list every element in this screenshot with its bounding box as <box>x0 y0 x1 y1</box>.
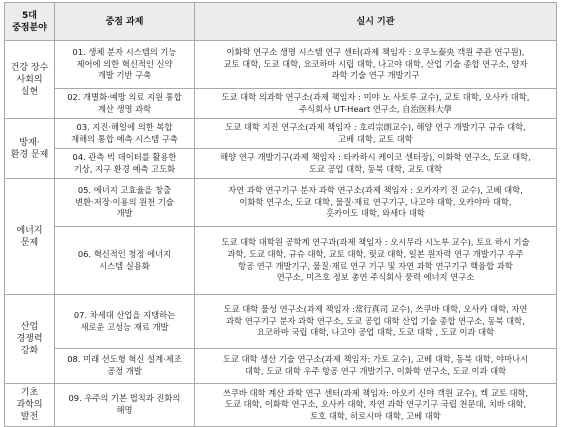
table-row <box>5 41 557 89</box>
task-cell: 09. 우주의 기본 법칙과 진화의 해명 <box>55 384 195 427</box>
table-row <box>5 149 557 179</box>
org-cell: 쓰쿠바 대학 계산 과학 연구 센터(과제 책임자: 아오키 신야 객원 교수), 켁 교토 대학, 도쿄 대학, 이화학 연구소, 오사카 대학, 자연 과학 연구기구 국립 천문대, 치바 대학, 토호 대학, 히로시마 대학, 고베 대학 <box>195 384 557 427</box>
table-row <box>5 119 557 149</box>
task-cell: 04. 관측 빅 데이터를 활용한 기상, 지구 환경 예측 고도화 <box>55 149 195 179</box>
task-cell: 02. 개별화·예방 의료 지원 통합 계산 생명 과학 <box>55 89 195 119</box>
field-cell: 에너지 문제 <box>5 179 55 295</box>
research-table <box>4 2 557 427</box>
table-row <box>5 227 557 295</box>
table-row <box>5 349 557 384</box>
org-cell: 도쿄 대학 의과학 연구소(과제 책임자 : 미야 노 사토루 교수), 교토 대학, 오사카 대학, 주식회사 UT-Heart 연구소, 自治医科大學 <box>195 89 557 119</box>
table-row <box>5 384 557 427</box>
field-cell: 산업 경쟁력 강화 <box>5 295 55 384</box>
org-cell: 도쿄 대학 물성 연구소(과제 책임자 :常行真司 교수), 쓰쿠바 대학, 오사카 대학, 자연 과학 연구기구 분자 과학 연구소, 도쿄 공업 대학 산업 기술 종합 연구소, 동북 대학, 요코하마 국립 대학, 나고야 공업 대학, 도쿄 대학 , 도쿄 이과 대학 <box>195 295 557 349</box>
field-cell: 기초 과학의 발전 <box>5 384 55 427</box>
org-cell: 자연 과학 연구기구 분자 과학 연구소(과제 책임자 : 오카자키 진 교수), 고베 대학, 이화학 연구소, 도쿄 대학, 물질·재료 연구기구, 나고야 대학, 오카야마 대학, 홋카이도 대학, 와세다 대학 <box>195 179 557 227</box>
org-cell: 도쿄 대학 지진 연구소(과제 책임자 : 호리宗朗교수), 해양 연구 개발기구 규슈 대학, 고베 대학, 교토 대학 <box>195 119 557 149</box>
field-cell: 건강 장수 사회의 실현 <box>5 41 55 119</box>
header-org: 실시 기관 <box>195 3 557 41</box>
table-row <box>5 179 557 227</box>
org-cell: 도쿄 대학 생산 기술 연구소(과제 책임자: 가토 교수), 고베 대학, 동북 대학, 야마나시 대학, 도쿄 대학 우주 항공 연구 개발기구, 이화학 연구소, 도쿄 이과 대학 <box>195 349 557 384</box>
header-row <box>5 3 557 41</box>
header-field: 5대 중점분야 <box>5 3 55 41</box>
table-row <box>5 295 557 349</box>
task-cell: 06. 혁신적인 청정 에너지 시스템 실용화 <box>55 227 195 295</box>
org-cell: 해양 연구 개발기구(과제 책임자 : 타카하시 케이코 센터장), 이화학 연구소, 도쿄 대학, 도쿄 공업 대학, 동북 대학, 교토 대학 <box>195 149 557 179</box>
task-cell: 08. 미래 선도형 혁신 설계·제조 공정 개발 <box>55 349 195 384</box>
header-task: 중점 과제 <box>55 3 195 41</box>
table-row <box>5 89 557 119</box>
task-cell: 01. 생체 분자 시스템의 기능 제어에 의한 혁신적인 신약 개발 기반 구축 <box>55 41 195 89</box>
task-cell: 07. 차세대 산업을 지탱하는 새로운 고성능 재료 개발 <box>55 295 195 349</box>
org-cell: 이화학 연구소 생명 시스템 연구 센터(과제 책임자 : 오쿠노泰央 객원 주관 연구원), 교토 대학, 도쿄 대학, 요코하마 시립 대학, 나고야 대학, 산업 기술 종합 연구소, 양자 과학 기술 연구 개발기구 <box>195 41 557 89</box>
org-cell: 도쿄 대학 대학원 공학계 연구과(과제 책임자 : 오시무라 시노부 교수), 토요 하시 기술 과학, 도쿄 대학, 규슈 대학, 교토 대학, 릿쿄 대학, 일본 원자력 연구 개발기구 우주 항공 연구 개발기구, 물질·재료 연구 기구 및 자연 과학 연구기구 핵융합 과학 연구소, 미즈호 정보 총연 주식회사 풍력 에너지 연구소 <box>195 227 557 295</box>
field-cell: 방재· 환경 문제 <box>5 119 55 179</box>
task-cell: 03. 지진·해일에 의한 복합 재해의 통합 예측 시스템 구축 <box>55 119 195 149</box>
task-cell: 05. 에너지 고효율을 창출 변환·저장·이용의 원천 기술 개발 <box>55 179 195 227</box>
